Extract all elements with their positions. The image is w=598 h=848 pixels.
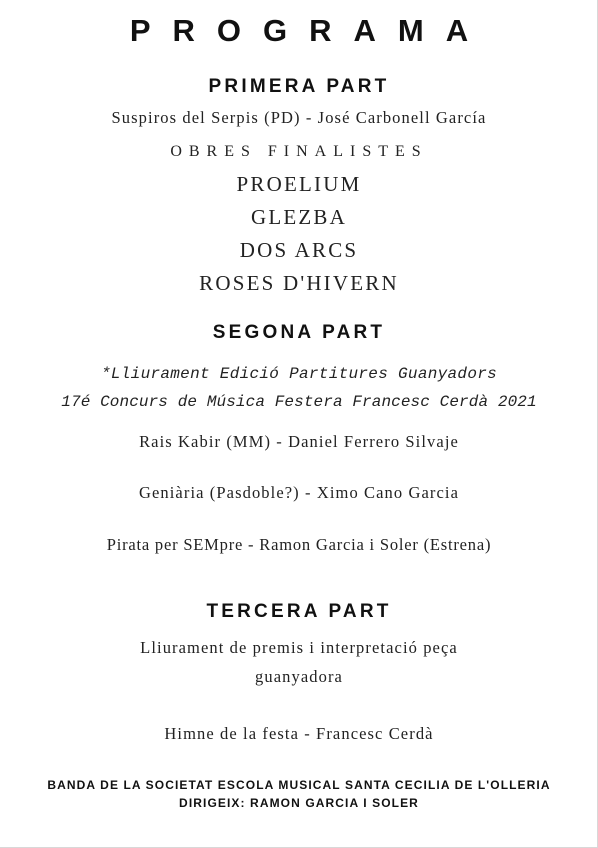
- section-heading-tercera-part: TERCERA PART: [206, 601, 392, 622]
- finalist-item: ROSES D'HIVERN: [199, 271, 399, 295]
- band-name: BANDA DE LA SOCIETAT ESCOLA MUSICAL SANTA CECILIA DE L'OLLERIA: [47, 778, 551, 792]
- award-line: 17é Concurs de Música Festera Francesc Cerdà 2021: [61, 393, 537, 411]
- work-item: Rais Kabir (MM) - Daniel Ferrero Silvaje: [139, 432, 459, 451]
- opening-work: Suspiros del Serpis (PD) - José Carbonell García: [111, 108, 487, 127]
- prize-line: guanyadora: [255, 667, 343, 686]
- finalist-item: DOS ARCS: [239, 238, 359, 262]
- section-heading-segona-part: SEGONA PART: [212, 322, 386, 343]
- work-item: Pirata per SEMpre - Ramon Garcia i Soler (Estrena): [106, 535, 492, 554]
- finalists-heading: OBRES FINALISTES: [170, 143, 428, 160]
- program-title: PROGRAMA: [129, 13, 491, 48]
- conductor-line: DIRIGEIX: RAMON GARCIA I SOLER: [179, 796, 419, 810]
- prize-line: Lliurament de premis i interpretació peça: [140, 638, 458, 657]
- section-heading-primera-part: PRIMERA PART: [208, 76, 390, 97]
- finalist-item: PROELIUM: [236, 172, 362, 196]
- work-item: Geniària (Pasdoble?) - Ximo Cano Garcia: [138, 483, 460, 502]
- finalist-item: GLEZBA: [250, 205, 348, 229]
- award-line: *Lliurament Edició Partitures Guanyadors: [100, 365, 498, 383]
- anthem-line: Himne de la festa - Francesc Cerdà: [164, 724, 434, 743]
